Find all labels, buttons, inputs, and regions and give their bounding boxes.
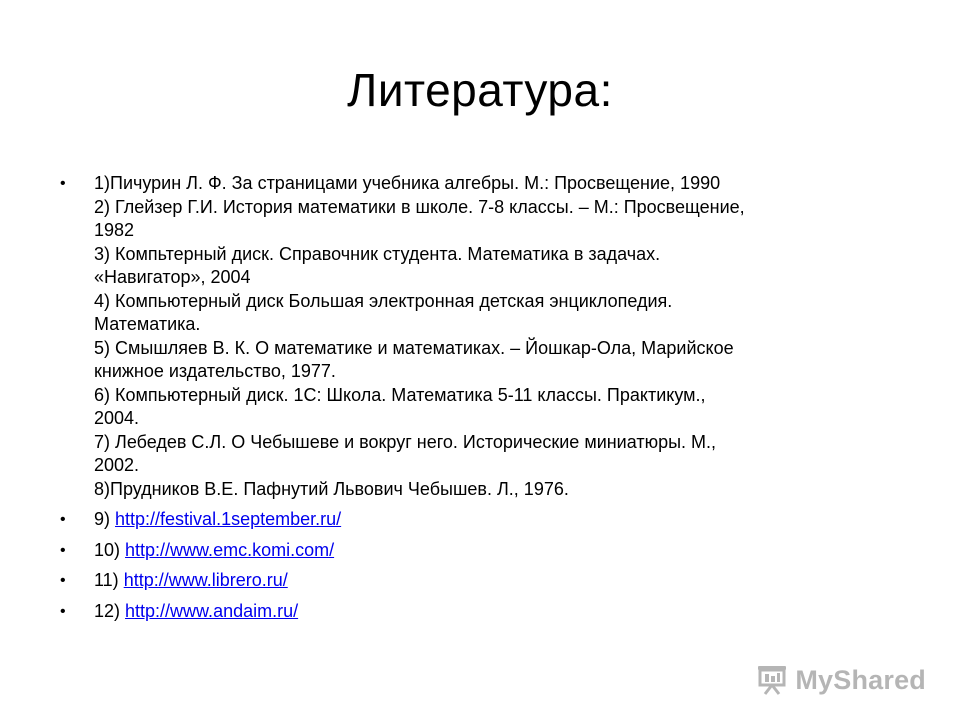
link-prefix: 11) bbox=[94, 570, 124, 590]
bullet-icon: • bbox=[60, 175, 66, 192]
link-prefix: 12) bbox=[94, 600, 126, 621]
link-librero[interactable]: http://www.librero.ru/ bbox=[123, 570, 288, 590]
link-emc-komi[interactable]: http://www.emc.komi.com/ bbox=[125, 539, 335, 560]
reference-line: 2002. bbox=[94, 455, 140, 475]
list-item bbox=[60, 172, 880, 501]
link-prefix: 9) bbox=[94, 509, 116, 529]
bullet-icon: • bbox=[60, 572, 66, 589]
list-item bbox=[60, 569, 880, 593]
list-item bbox=[60, 539, 880, 563]
bullet-icon: • bbox=[60, 511, 66, 528]
bullet-icon: • bbox=[60, 541, 66, 559]
reference-line: 4) Компьютерный диск Большая электронная детская энциклопедия. bbox=[94, 290, 673, 311]
reference-line: 3) Компьтерный диск. Справочник студента. Математика в задачах. bbox=[94, 243, 661, 264]
projector-screen-icon bbox=[755, 664, 789, 696]
bullet-icon: • bbox=[60, 602, 66, 620]
reference-line: 2) Глейзер Г.И. История математики в школе. 7-8 классы. – М.: Просвещение, bbox=[94, 196, 745, 217]
reference-line: Математика. bbox=[94, 314, 201, 334]
watermark-text: MyShared bbox=[795, 664, 926, 695]
reference-line: 6) Компьютерный диск. 1С: Школа. Математика 5-11 классы. Практикум., bbox=[94, 384, 706, 405]
reference-line: 7) Лебедев С.Л. О Чебышеве и вокруг него. Исторические миниатюры. М., bbox=[94, 431, 717, 452]
reference-line: 1982 bbox=[94, 220, 135, 240]
slide-title: Литература: bbox=[347, 64, 613, 116]
reference-line: 5) Смышляев В. К. О математике и математиках. – Йошкар-Ола, Марийское bbox=[94, 337, 734, 358]
reference-line: 8)Прудников В.Е. Пафнутий Львович Чебышев. Л., 1976. bbox=[94, 478, 569, 499]
watermark bbox=[755, 664, 926, 696]
list-item bbox=[60, 600, 880, 624]
references-list bbox=[60, 172, 880, 630]
list-item bbox=[60, 508, 880, 532]
link-festival[interactable]: http://festival.1september.ru/ bbox=[115, 509, 342, 529]
reference-line: 1)Пичурин Л. Ф. За страницами учебника алгебры. М.: Просвещение, 1990 bbox=[94, 173, 721, 193]
reference-line: «Навигатор», 2004 bbox=[94, 267, 251, 287]
reference-line: 2004. bbox=[94, 408, 140, 428]
link-andaim[interactable]: http://www.andaim.ru/ bbox=[125, 600, 299, 621]
reference-line: книжное издательство, 1977. bbox=[94, 361, 336, 381]
link-prefix: 10) bbox=[94, 539, 126, 560]
